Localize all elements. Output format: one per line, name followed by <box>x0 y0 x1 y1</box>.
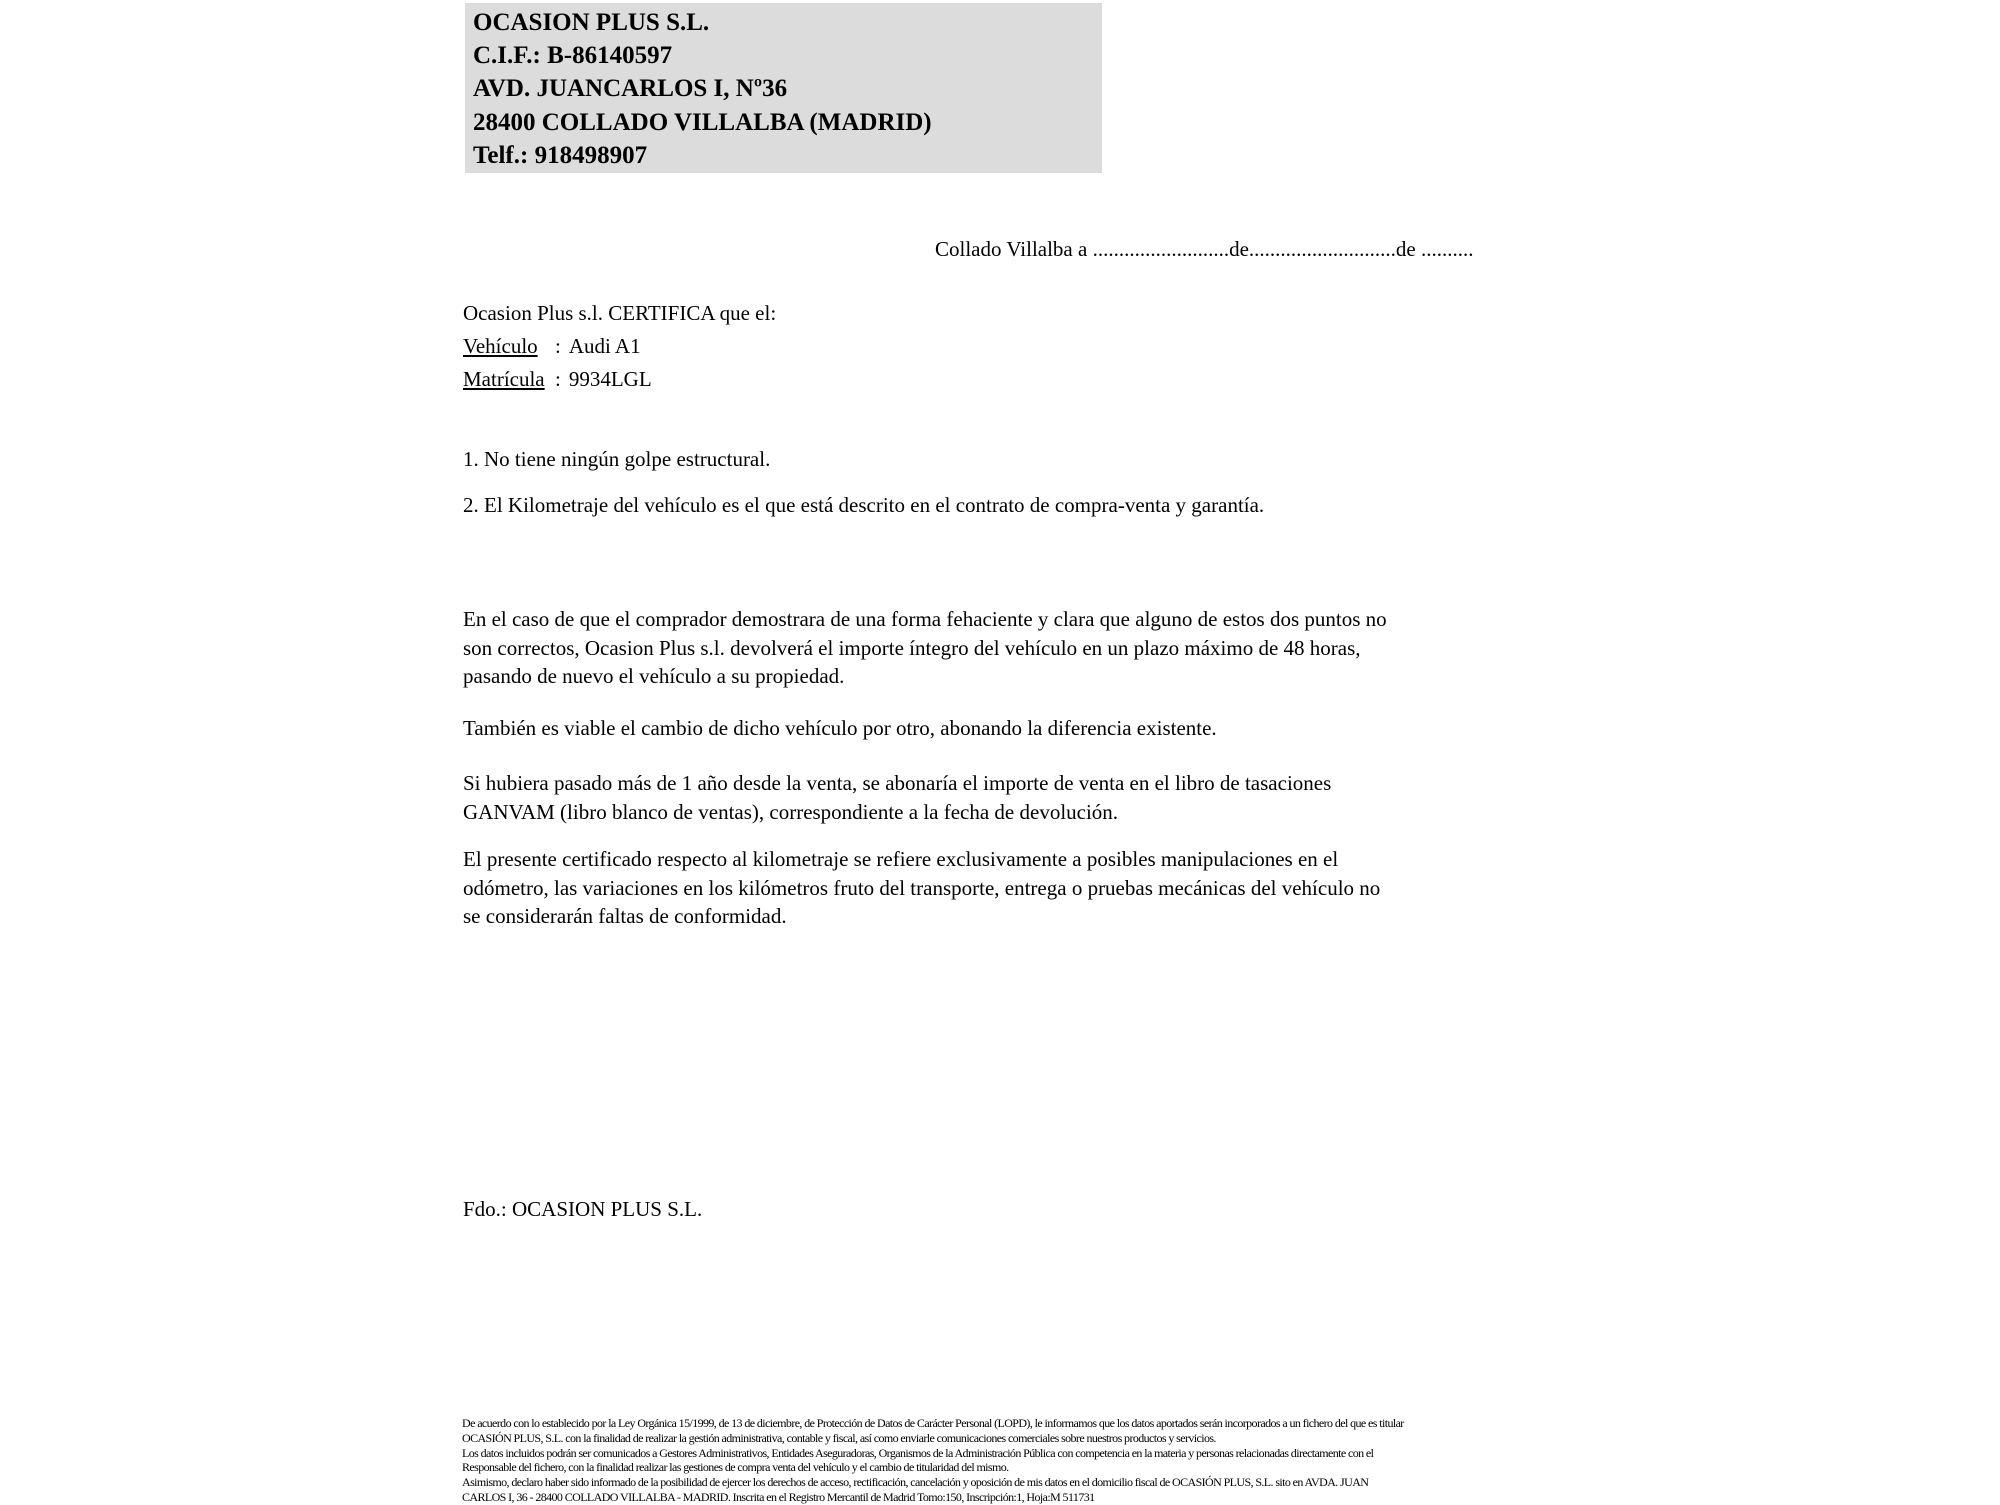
signature-line: Fdo.: OCASION PLUS S.L. <box>463 1197 703 1221</box>
ganvam-paragraph <box>463 769 1331 826</box>
paragraph-line: pasando de nuevo el vehículo a su propiedad. <box>463 664 845 688</box>
legal-line: De acuerdo con lo establecido por la Ley Orgánica 15/1999, de 13 de diciembre, de Protección de Datos de Carácter Personal (LOPD), le informamos que los datos aportados serán incorporados a un fichero del que es titular <box>462 1416 1404 1430</box>
plate-row <box>463 363 776 396</box>
company-header-box <box>465 3 1102 173</box>
vehicle-separator: : <box>555 334 561 358</box>
refund-paragraph <box>463 605 1387 691</box>
paragraph-line: se considerarán faltas de conformidad. <box>463 904 787 928</box>
legal-line: OCASIÓN PLUS, S.L. con la finalidad de realizar la gestión administrativa, contable y fiscal, así como enviarle comunicaciones comerciales sobre nuestros productos y servicios. <box>462 1430 1216 1445</box>
legal-line: Asimismo, declaro haber sido informado de la posibilidad de ejercer los derechos de acceso, rectificación, cancelación y oposición de mis datos en el domicilio fiscal de OCASIÓN PLUS, S.L. sito en AVDA. JUAN <box>462 1475 1369 1489</box>
company-city: 28400 COLLADO VILLALBA (MADRID) <box>473 108 932 136</box>
date-line: Collado Villalba a ..........................de............................de .......... <box>935 237 1474 261</box>
paragraph-line: odómetro, las variaciones en los kilómetros fruto del transporte, entrega o pruebas mecánicas del vehículo no <box>463 875 1381 900</box>
company-address: AVD. JUANCARLOS I, Nº36 <box>473 75 788 103</box>
paragraph-line: También es viable el cambio de dicho vehículo por otro, abonando la diferencia existente. <box>463 716 1217 740</box>
odometer-paragraph <box>463 845 1380 931</box>
legal-line: Responsable del fichero, con la finalidad realizar las gestiones de compra venta del vehículo y el cambio de titularidad del mismo. <box>462 1460 1009 1475</box>
certification-block <box>463 297 776 396</box>
plate-value: 9934LGL <box>568 367 652 391</box>
company-phone: Telf.: 918498907 <box>473 141 648 169</box>
company-name: OCASION PLUS S.L. <box>473 9 710 36</box>
legal-line: CARLOS I, 36 - 28400 COLLADO VILLALBA - MADRID. Inscrita en el Registro Mercantil de Madrid Tomo:150, Inscripción:1, Hoja:M 511731 <box>462 1489 1095 1504</box>
point-structural: 1. No tiene ningún golpe estructural. <box>463 447 771 471</box>
paragraph-line: son correctos, Ocasion Plus s.l. devolverá el importe íntegro del vehículo en un plazo máximo de 48 horas, <box>463 635 1361 660</box>
plate-label: Matrícula <box>463 367 545 391</box>
exchange-paragraph <box>463 714 1217 743</box>
legal-line: Los datos incluidos podrán ser comunicados a Gestores Administrativos, Entidades Aseguradoras, Organismos de la Administración Pública con competencia en la materia y personas relacionadas directamente con el <box>462 1445 1374 1460</box>
certifies-intro: Ocasion Plus s.l. CERTIFICA que el: <box>463 301 777 325</box>
point-mileage: 2. El Kilometraje del vehículo es el que está descrito en el contrato de compra-venta y garantía. <box>463 493 1265 517</box>
paragraph-line: El presente certificado respecto al kilometraje se refiere exclusivamente a posibles manipulaciones en el <box>463 847 1339 871</box>
paragraph-line: GANVAM (libro blanco de ventas), correspondiente a la fecha de devolución. <box>463 799 1119 824</box>
vehicle-value: Audi A1 <box>568 334 641 358</box>
company-cif: C.I.F.: B-86140597 <box>473 42 673 70</box>
plate-separator: : <box>555 367 561 391</box>
vehicle-label: Vehículo <box>463 334 538 358</box>
legal-footer <box>462 1416 1404 1505</box>
paragraph-line: Si hubiera pasado más de 1 año desde la venta, se abonaría el importe de venta en el libro de tasaciones <box>463 771 1332 795</box>
paragraph-line: En el caso de que el comprador demostrara de una forma fehaciente y clara que alguno de estos dos puntos no <box>463 607 1387 631</box>
vehicle-row <box>463 330 776 363</box>
